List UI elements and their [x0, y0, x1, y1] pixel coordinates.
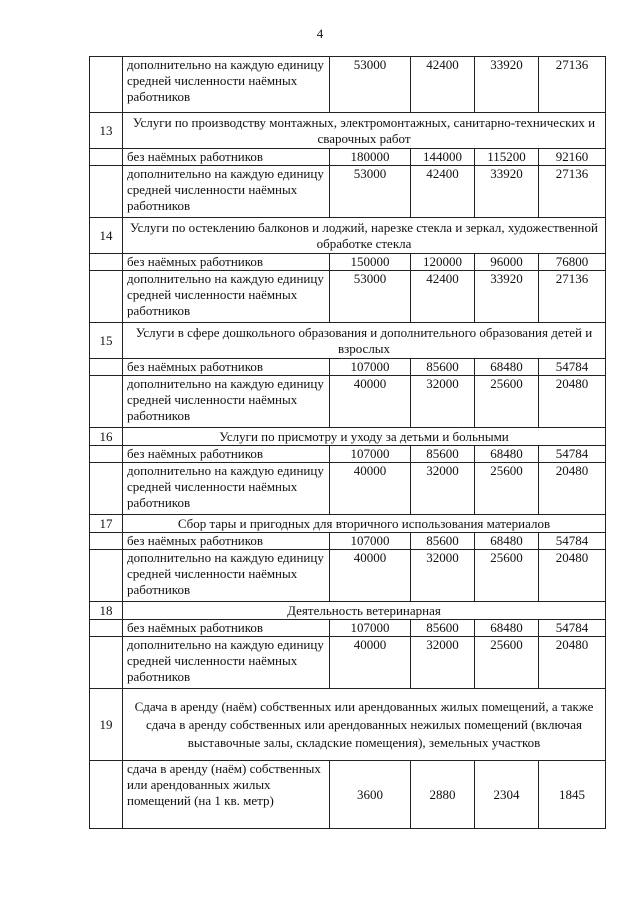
row-label: дополнительно на каждую единицу средней численности наёмных работников [123, 550, 330, 602]
value-cell: 68480 [475, 533, 539, 550]
value-cell: 53000 [330, 57, 411, 113]
value-cell: 68480 [475, 620, 539, 637]
value-cell: 53000 [330, 271, 411, 323]
value-cell: 32000 [411, 550, 475, 602]
row-label: сдача в аренду (наём) собственных или арендованных жилых помещений (на 1 кв. метр) [123, 761, 330, 829]
section-row [90, 515, 606, 533]
tariff-table [89, 56, 606, 829]
row-number-cell [90, 446, 123, 463]
section-row [90, 428, 606, 446]
value-cell: 40000 [330, 637, 411, 689]
table-row [90, 637, 606, 689]
value-cell: 33920 [475, 271, 539, 323]
value-cell: 2880 [411, 761, 475, 829]
row-label: дополнительно на каждую единицу средней численности наёмных работников [123, 57, 330, 113]
section-number: 17 [90, 515, 123, 533]
row-number-cell [90, 271, 123, 323]
table-row [90, 254, 606, 271]
row-number-cell [90, 637, 123, 689]
value-cell: 54784 [539, 359, 606, 376]
table-row [90, 533, 606, 550]
section-title: Сбор тары и пригодных для вторичного использования материалов [123, 515, 606, 533]
row-number-cell [90, 254, 123, 271]
value-cell: 40000 [330, 376, 411, 428]
value-cell: 1845 [539, 761, 606, 829]
row-label: дополнительно на каждую единицу средней численности наёмных работников [123, 637, 330, 689]
section-number: 19 [90, 689, 123, 761]
value-cell: 33920 [475, 166, 539, 218]
table-row [90, 376, 606, 428]
value-cell: 42400 [411, 271, 475, 323]
row-label: дополнительно на каждую единицу средней численности наёмных работников [123, 166, 330, 218]
value-cell: 20480 [539, 463, 606, 515]
value-cell: 54784 [539, 446, 606, 463]
value-cell: 32000 [411, 463, 475, 515]
value-cell: 85600 [411, 446, 475, 463]
section-title: Услуги по присмотру и уходу за детьми и больными [123, 428, 606, 446]
table-row [90, 463, 606, 515]
section-row [90, 323, 606, 359]
row-label: без наёмных работников [123, 254, 330, 271]
value-cell: 20480 [539, 550, 606, 602]
value-cell: 32000 [411, 637, 475, 689]
row-label: без наёмных работников [123, 149, 330, 166]
section-title: Услуги по остеклению балконов и лоджий, нарезке стекла и зеркал, художественной обработке стекла [123, 218, 606, 254]
section-title: Услуги по производству монтажных, электромонтажных, санитарно-технических и сварочных работ [123, 113, 606, 149]
section-number: 13 [90, 113, 123, 149]
value-cell: 53000 [330, 166, 411, 218]
value-cell: 107000 [330, 359, 411, 376]
value-cell: 40000 [330, 550, 411, 602]
value-cell: 96000 [475, 254, 539, 271]
row-number-cell [90, 533, 123, 550]
value-cell: 92160 [539, 149, 606, 166]
value-cell: 25600 [475, 637, 539, 689]
value-cell: 27136 [539, 271, 606, 323]
value-cell: 76800 [539, 254, 606, 271]
row-number-cell [90, 550, 123, 602]
row-number-cell [90, 57, 123, 113]
value-cell: 20480 [539, 637, 606, 689]
table-row [90, 446, 606, 463]
row-number-cell [90, 620, 123, 637]
row-number-cell [90, 463, 123, 515]
page-number: 4 [316, 26, 324, 41]
table-row [90, 359, 606, 376]
table-row [90, 271, 606, 323]
value-cell: 120000 [411, 254, 475, 271]
value-cell: 85600 [411, 359, 475, 376]
value-cell: 2304 [475, 761, 539, 829]
section-number: 14 [90, 218, 123, 254]
value-cell: 20480 [539, 376, 606, 428]
value-cell: 42400 [411, 166, 475, 218]
table-row [90, 166, 606, 218]
value-cell: 107000 [330, 533, 411, 550]
row-number-cell [90, 761, 123, 829]
table-row [90, 550, 606, 602]
value-cell: 40000 [330, 463, 411, 515]
section-row [90, 218, 606, 254]
value-cell: 144000 [411, 149, 475, 166]
value-cell: 68480 [475, 359, 539, 376]
section-row [90, 113, 606, 149]
value-cell: 85600 [411, 620, 475, 637]
row-label: без наёмных работников [123, 359, 330, 376]
value-cell: 54784 [539, 620, 606, 637]
section-row [90, 689, 606, 761]
section-row [90, 602, 606, 620]
table-row [90, 57, 606, 113]
value-cell: 68480 [475, 446, 539, 463]
value-cell: 3600 [330, 761, 411, 829]
row-label: дополнительно на каждую единицу средней численности наёмных работников [123, 271, 330, 323]
value-cell: 25600 [475, 463, 539, 515]
value-cell: 32000 [411, 376, 475, 428]
section-title: Деятельность ветеринарная [123, 602, 606, 620]
row-label: дополнительно на каждую единицу средней численности наёмных работников [123, 376, 330, 428]
row-label: без наёмных работников [123, 533, 330, 550]
table-row [90, 620, 606, 637]
table-row [90, 761, 606, 829]
section-number: 16 [90, 428, 123, 446]
row-number-cell [90, 359, 123, 376]
row-number-cell [90, 149, 123, 166]
section-title: Сдача в аренду (наём) собственных или арендованных жилых помещений, а также сдача в аренду собственных или арендованных нежилых помещений (включая выставочные залы, складские помещения), земельных участков [123, 689, 606, 761]
value-cell: 115200 [475, 149, 539, 166]
row-label: без наёмных работников [123, 446, 330, 463]
value-cell: 150000 [330, 254, 411, 271]
value-cell: 107000 [330, 446, 411, 463]
section-number: 15 [90, 323, 123, 359]
row-label: без наёмных работников [123, 620, 330, 637]
value-cell: 25600 [475, 550, 539, 602]
section-number: 18 [90, 602, 123, 620]
row-number-cell [90, 166, 123, 218]
row-number-cell [90, 376, 123, 428]
value-cell: 33920 [475, 57, 539, 113]
table-row [90, 149, 606, 166]
value-cell: 27136 [539, 57, 606, 113]
section-title: Услуги в сфере дошкольного образования и дополнительного образования детей и взрослых [123, 323, 606, 359]
value-cell: 54784 [539, 533, 606, 550]
value-cell: 107000 [330, 620, 411, 637]
value-cell: 85600 [411, 533, 475, 550]
value-cell: 25600 [475, 376, 539, 428]
value-cell: 42400 [411, 57, 475, 113]
row-label: дополнительно на каждую единицу средней численности наёмных работников [123, 463, 330, 515]
value-cell: 180000 [330, 149, 411, 166]
value-cell: 27136 [539, 166, 606, 218]
